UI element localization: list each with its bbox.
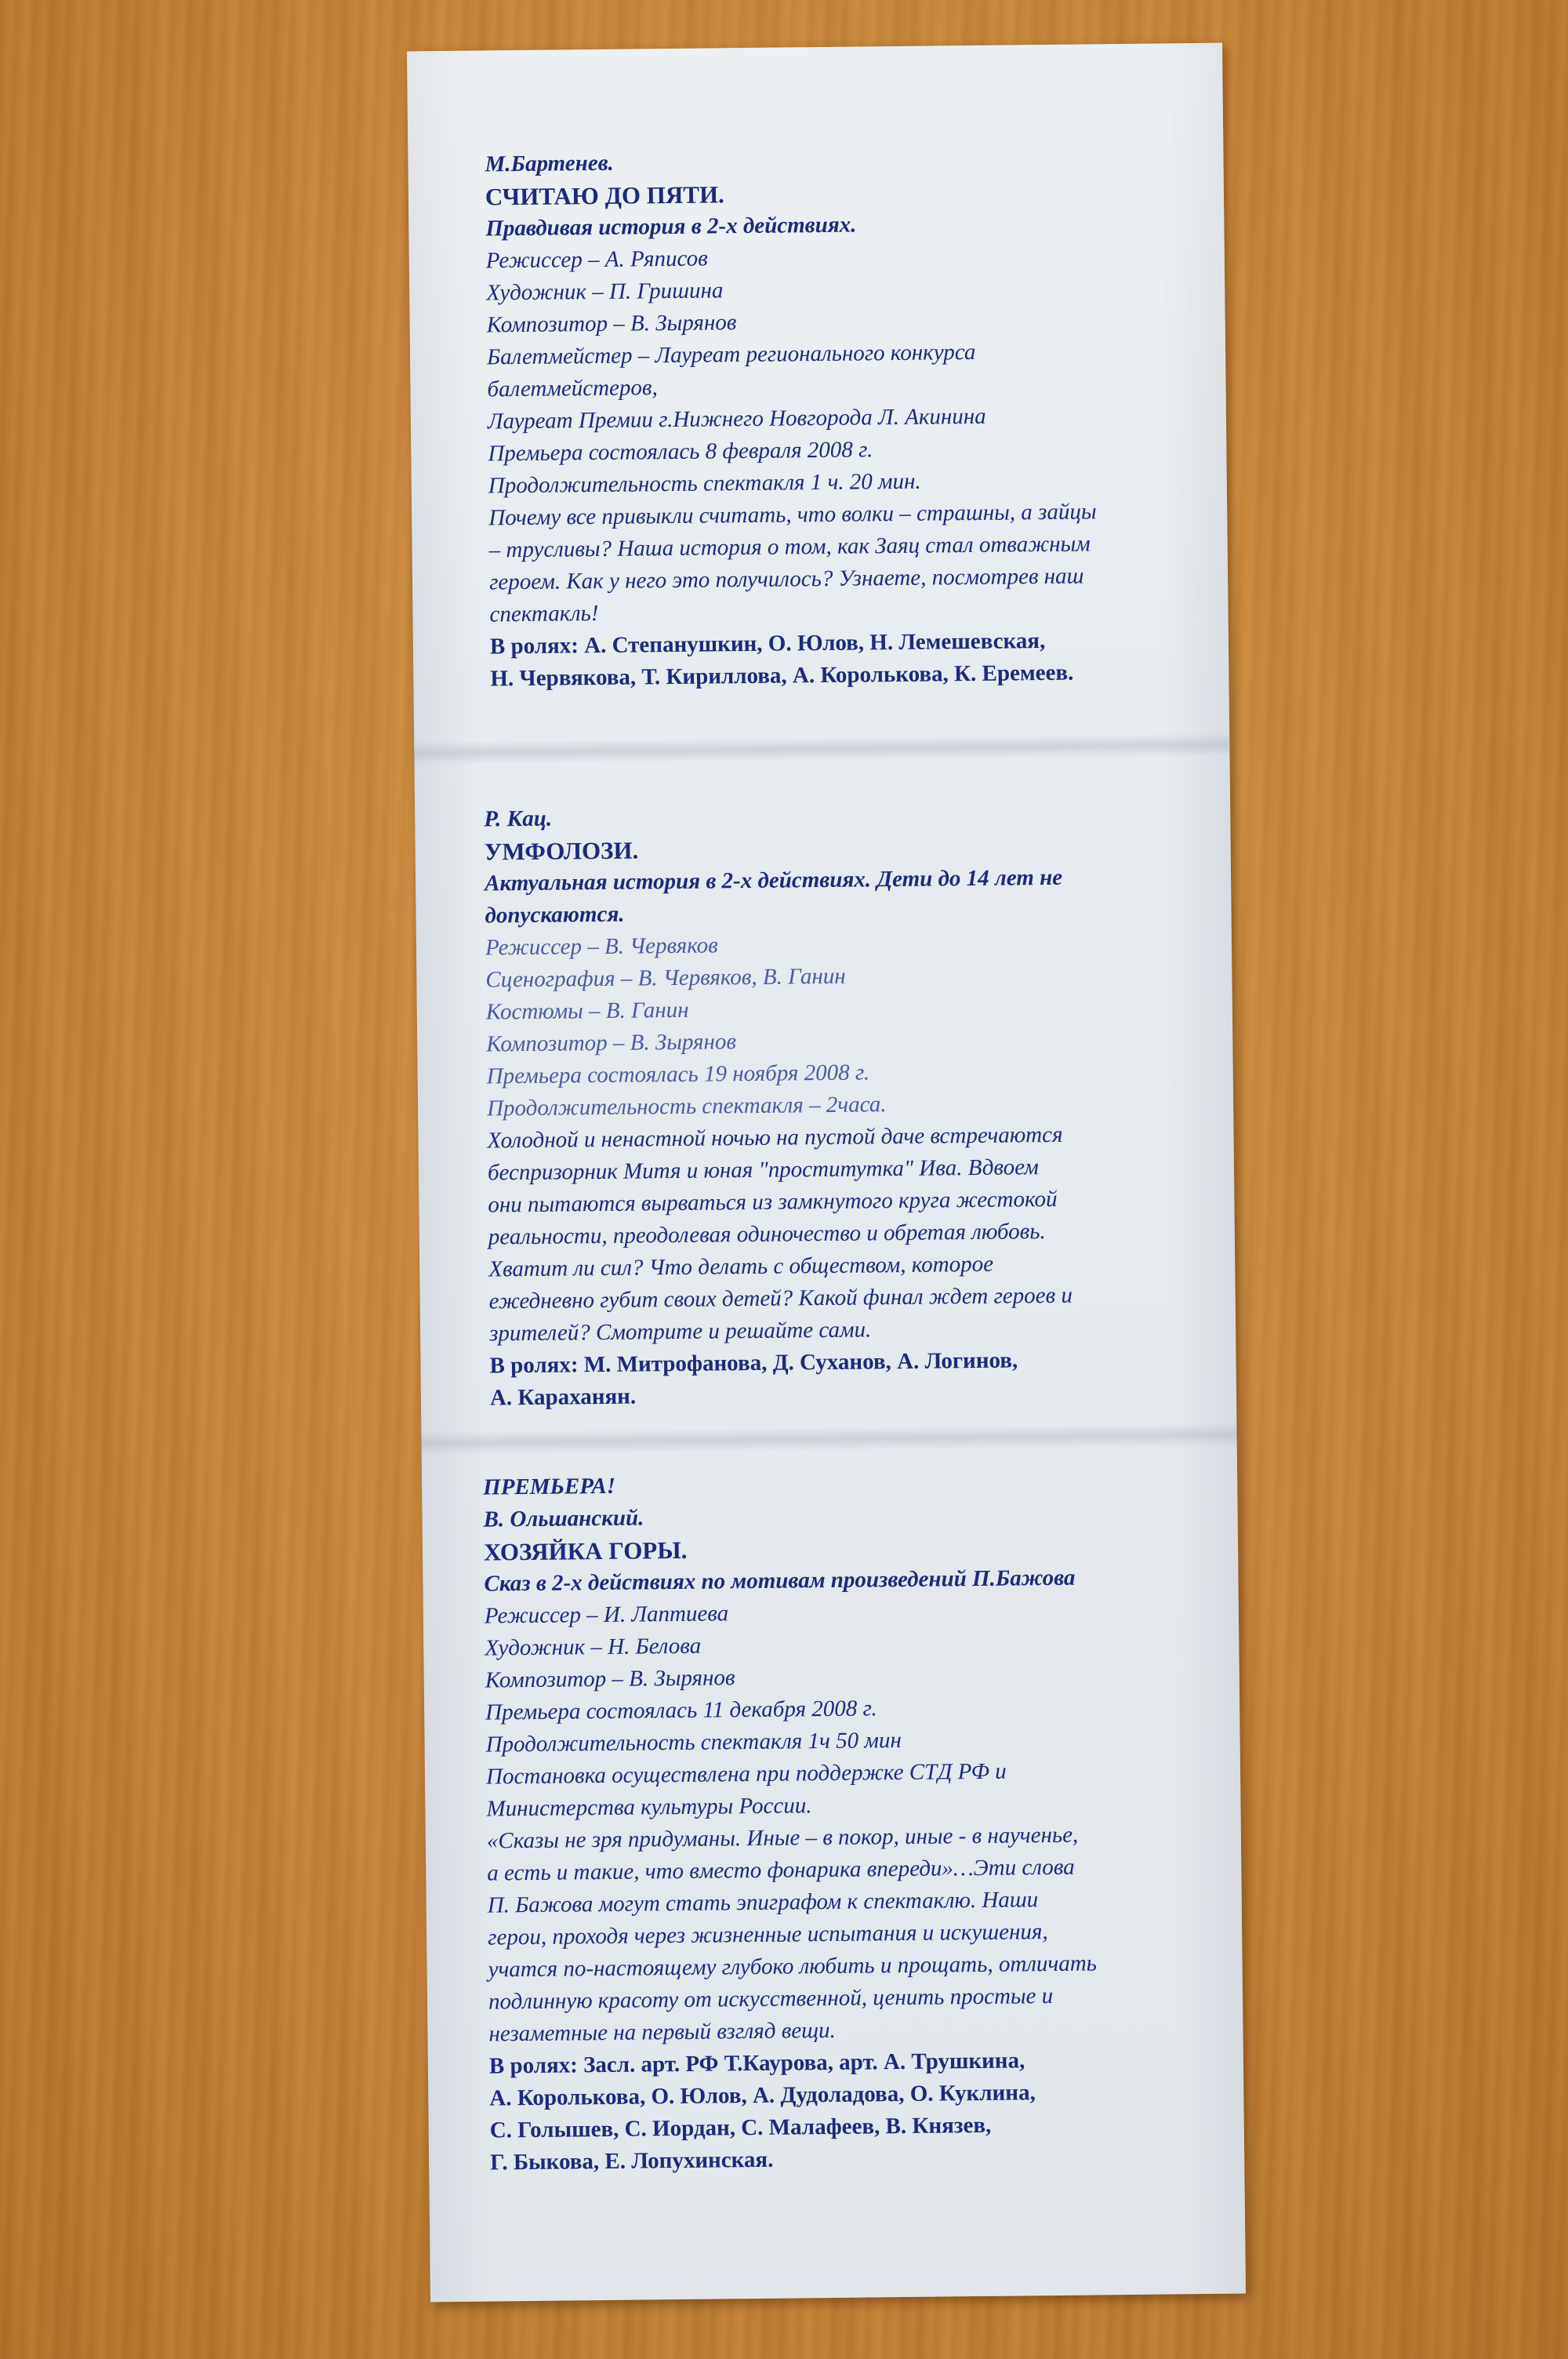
cast-line: В ролях: А. Степанушкин, О. Юлов, Н. Лемешевская, — [489, 628, 1046, 660]
play-section-2 — [415, 795, 1305, 1416]
description-line: беспризорник Митя и юная "проститутка" Ива. Вдвоем — [487, 1154, 1039, 1186]
play-genre: Актуальная история в 2-х действиях. Дети до 14 лет не — [484, 864, 1063, 896]
play-genre: допускаются. — [485, 901, 625, 929]
cast-line: А. Королькова, О. Юлов, А. Дудоладова, О. Куклина, — [489, 2080, 1036, 2111]
description-line: «Сказы не зря придуманы. Иные – в покор, иные - в наученье, — [486, 1822, 1079, 1854]
cast-line: А. Караханян. — [489, 1383, 637, 1411]
description-line: реальности, преодолевая одиночество и обретая любовь. — [488, 1219, 1046, 1250]
description-line: спектакль! — [489, 601, 599, 627]
description-line: Почему все привыкли считать, что волки – страшны, а зайцы — [488, 499, 1097, 531]
description-line: П. Бажова могут стать эпиграфом к спектаклю. Наши — [487, 1887, 1039, 1918]
play-title: УМФОЛОЗИ. — [484, 836, 639, 866]
premiere-date: Премьера состоялась 8 февраля 2008 г. — [488, 437, 873, 467]
description-line: герои, проходя через жизненные испытания и искушения, — [488, 1919, 1048, 1950]
description-line: героем. Как у него это получилось? Узнаете, посмотрев наш — [488, 563, 1084, 595]
play-genre: Сказ в 2-х действиях по мотивам произведений П.Бажова — [484, 1565, 1076, 1597]
premiere-tag: ПРЕМЬЕРА! — [483, 1473, 616, 1500]
duration: Продолжительность спектакля 1ч 50 мин — [485, 1728, 902, 1757]
credit-line: Сценография – В. Червяков, В. Ганин — [485, 963, 846, 993]
credit-line: Лауреат Премии г.Нижнего Новгорода Л. Акинина — [487, 403, 986, 434]
cast-line: Н. Червякова, Т. Кириллова, А. Королькова, К. Еремеев. — [490, 660, 1074, 692]
credit-line: Балетмейстер – Лауреат регионального конкурса — [486, 339, 976, 370]
description-line: – трусливы? Наша история о том, как Заяц стал отважным — [488, 531, 1091, 563]
play-genre: Правдивая история в 2-х действиях. — [485, 212, 857, 242]
play-author: М.Бартенев. — [485, 150, 614, 177]
play-section-1 — [408, 140, 1305, 696]
paper-fold — [421, 1423, 1236, 1456]
premiere-date: Премьера состоялась 19 ноября 2008 г. — [486, 1060, 870, 1089]
program-leaflet — [407, 43, 1246, 2303]
description-line: подлинную красоту от искусственной, ценить простые и — [488, 1983, 1054, 2015]
credit-line: Композитор – В. Зырянов — [485, 1665, 735, 1693]
play-section-3 — [422, 1463, 1305, 2180]
description-line: Хватит ли сил? Что делать с обществом, которое — [488, 1251, 994, 1282]
duration: Продолжительность спектакля – 2часа. — [486, 1092, 887, 1121]
credit-line: Режиссер – А. Ряписов — [485, 245, 708, 274]
credit-line: Художник – Н. Белова — [485, 1633, 702, 1661]
credit-line: балетмейстеров, — [487, 375, 658, 402]
description-line: зрителей? Смотрите и решайте сами. — [488, 1317, 872, 1347]
play-author: Р. Кац. — [484, 805, 553, 832]
credit-line: Режиссер – И. Лаптиева — [484, 1601, 729, 1629]
play-title: ХОЗЯЙКА ГОРЫ. — [483, 1536, 688, 1566]
credit-line: Костюмы – В. Ганин — [485, 997, 689, 1025]
description-line: ежедневно губит своих детей? Какой финал ждет героев и — [488, 1282, 1073, 1314]
description-line: а есть и такие, что вместо фонарика впереди»…Эти слова — [487, 1854, 1075, 1886]
cast-line: Г. Быкова, Е. Лопухинская. — [490, 2146, 774, 2175]
cast-line: В ролях: М. Митрофанова, Д. Суханов, А. Логинов, — [489, 1347, 1018, 1379]
cast-line: В ролях: Засл. арт. РФ Т.Каурова, арт. А. Трушкина, — [488, 2048, 1025, 2079]
play-title: СЧИТАЮ ДО ПЯТИ. — [485, 180, 725, 211]
credit-line: Композитор – В. Зырянов — [486, 1029, 737, 1057]
description-line: они пытаются вырваться из замкнутого круга жестокой — [488, 1186, 1058, 1218]
duration: Продолжительность спектакля 1 ч. 20 мин. — [488, 468, 921, 499]
credit-line: Режиссер – В. Червяков — [485, 932, 718, 961]
description-line: незаметные на первый взгляд вещи. — [488, 2017, 836, 2047]
description-line: учатся по-настоящему глубоко любить и прощать, отличать — [488, 1950, 1098, 1983]
paper-fold — [414, 733, 1229, 765]
credit-line: Художник – П. Гришина — [486, 278, 724, 306]
credit-line: Постановка осуществлена при поддержке СТД РФ и — [485, 1758, 1007, 1790]
credit-line: Министерства культуры России. — [486, 1793, 812, 1822]
credit-line: Композитор – В. Зырянов — [486, 310, 737, 338]
play-author: В. Ольшанский. — [483, 1505, 644, 1532]
premiere-date: Премьера состоялась 11 декабря 2008 г. — [485, 1696, 877, 1725]
cast-line: С. Голышев, С. Иордан, С. Малафеев, В. Князев, — [489, 2112, 992, 2143]
description-line: Холодной и ненастной ночью на пустой даче встречаются — [487, 1121, 1063, 1154]
